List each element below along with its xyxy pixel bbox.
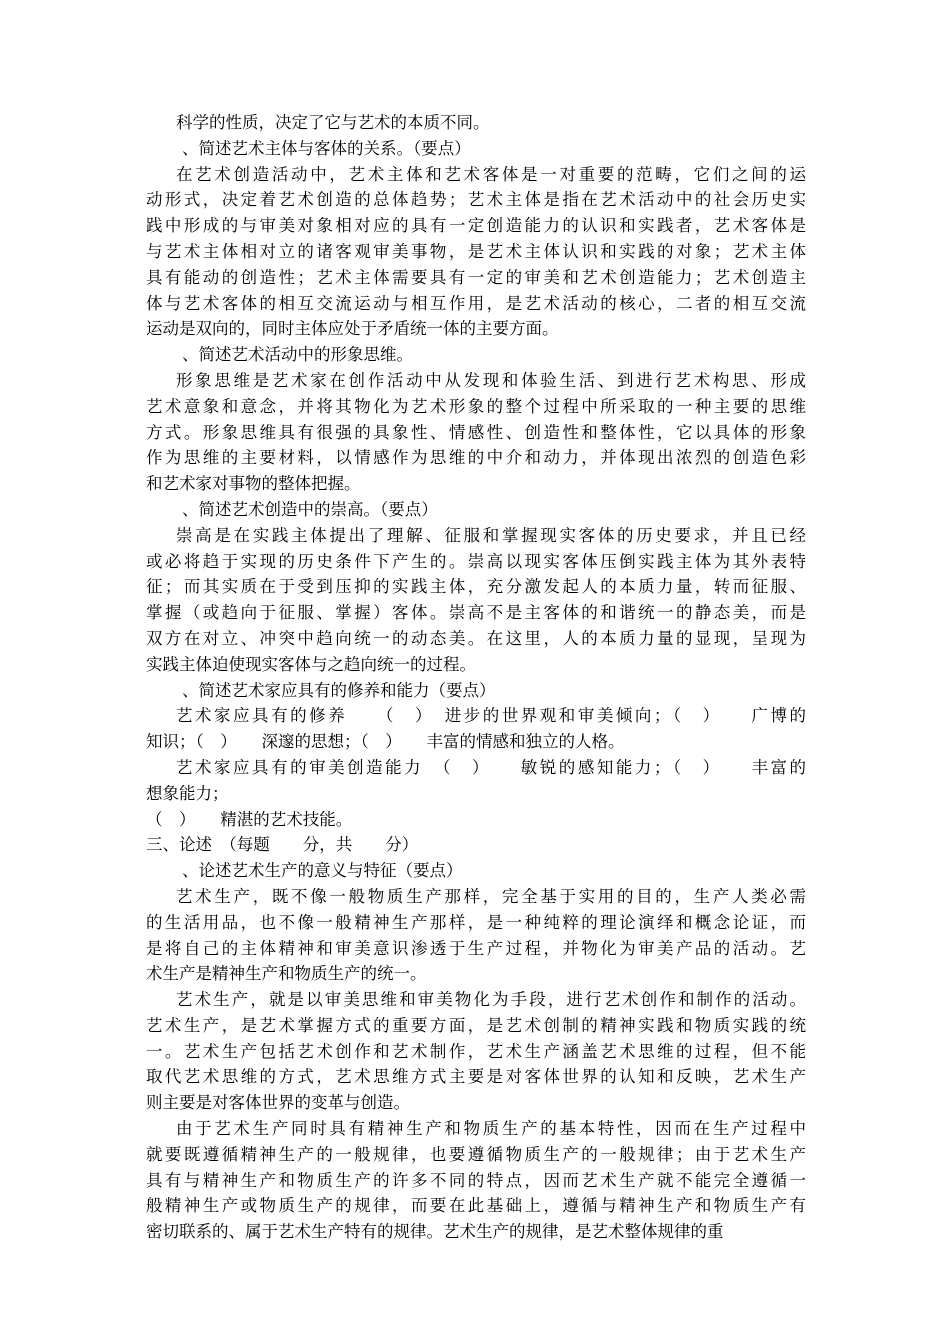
section-heading [146,342,806,368]
text-line: 和艺术家对事物的整体把握。 [146,474,361,494]
paragraph [146,368,806,497]
text-line: 掌握（或趋向于征服、掌握）客体。崇高不是主客体的和谐统一的静态美，而是 [146,603,806,623]
text-line: 征；而其实质在于受到压抑的实践主体，充分激发起人的本质力量，转而征服、 [146,577,806,597]
paragraph [146,987,806,1116]
text-line: 的生活用品，也不像一般精神生产那样，是一种纯粹的理论演绎和概念论证，而 [146,912,806,932]
text-line: 一。艺术生产包括艺术创作和艺术制作，艺术生产涵盖艺术思维的过程，但不能 [146,1041,806,1061]
text-line: 艺术家应具有的修养 （ ） 进步的世界观和审美倾向；（ ） 广博的 [176,706,806,726]
text-line: 则主要是对客体世界的变革与创造。 [146,1093,410,1113]
text-line: 就要既遵循精神生产的一般规律，也要遵循物质生产的一般规律；由于艺术生产 [146,1144,806,1164]
section-heading [146,858,806,884]
text-line: 践中形成的与审美对象相对应的具有一定创造能力的认识和实践者，艺术客体是 [146,216,806,236]
text-line: 科学的性质，决定了它与艺术的本质不同。 [176,113,490,132]
text-line: 艺术生产，就是以审美思维和审美物化为手段，进行艺术创作和制作的活动。 [176,990,806,1010]
text-line: 三、论述 （每题 分，共 分） [146,835,419,855]
section-heading [146,136,806,162]
text-line: 具有能动的创造性；艺术主体需要具有一定的审美和艺术创造能力；艺术创造主 [146,267,806,287]
section-heading [146,678,806,704]
paragraph [146,703,806,755]
paragraph [146,1116,806,1245]
text-line: 艺术家应具有的审美创造能力 （ ） 敏锐的感知能力；（ ） 丰富的 [176,757,806,777]
text-line: （ ） 精湛的艺术技能。 [146,809,353,829]
text-line: 运动是双向的，同时主体应处于矛盾统一体的主要方面。 [146,319,559,339]
text-line: 密切联系的、属于艺术生产特有的规律。艺术生产的规律，是艺术整体规律的重 [146,1222,724,1242]
text-line: 术生产是精神生产和物质生产的统一。 [146,964,427,984]
text-line: 动形式，决定着艺术创造的总体趋势；艺术主体是指在艺术活动中的社会历史实 [146,190,806,210]
text-line: 、简述艺术主体与客体的关系。（要点） [182,138,471,158]
section-heading [146,497,806,523]
paragraph [146,110,806,136]
text-line: 想象能力； [146,783,229,803]
text-line: 与艺术主体相对立的诸客观审美事物，是艺术主体认识和实践的对象；艺术主体 [146,241,806,261]
document-body [146,110,806,1245]
text-line: 形象思维是艺术家在创作活动中从发现和体验生活、到进行艺术构思、形成 [176,370,806,390]
text-line: 、论述艺术生产的意义与特征（要点） [182,861,463,881]
paragraph [146,523,806,678]
text-line: 方式。形象思维具有很强的具象性、情感性、创造性和整体性，它以具体的形象 [146,422,806,442]
text-line: 双方在对立、冲突中趋向统一的动态美。在这里，人的本质力量的显现，呈现为 [146,628,806,648]
text-line: 、简述艺术活动中的形象思维。 [182,345,413,365]
text-line: 艺术生产，既不像一般物质生产那样，完全基于实用的目的，生产人类必需 [176,886,806,906]
text-line: 取代艺术思维的方式，艺术思维方式主要是对客体世界的认知和反映，艺术生产 [146,1067,806,1087]
text-line: 由于艺术生产同时具有精神生产和物质生产的基本特性，因而在生产过程中 [176,1119,806,1139]
text-line: 、简述艺术家应具有的修养和能力（要点） [182,680,496,700]
text-line: 艺术意象和意念，并将其物化为艺术形象的整个过程中所采取的一种主要的思维 [146,396,806,416]
text-line: 或必将趋于实现的历史条件下产生的。崇高以现实客体压倒实践主体为其外表特 [146,551,806,571]
text-line: 作为思维的主要材料，以情感作为思维的中介和动力，并体现出浓烈的创造色彩 [146,448,806,468]
paragraph [146,162,806,343]
text-line: 崇高是在实践主体提出了理解、征服和掌握现实客体的历史要求，并且已经 [176,525,806,545]
text-line: 知识；（ ） 深邃的思想；（ ） 丰富的情感和独立的人格。 [146,732,625,752]
text-line: 体与艺术客体的相互交流运动与相互作用，是艺术活动的核心，二者的相互交流 [146,293,806,313]
paragraph [146,884,806,987]
text-line-block [146,832,806,858]
text-line: 具有与精神生产和物质生产的许多不同的特点，因而艺术生产就不能完全遵循一 [146,1170,806,1190]
text-line-block [146,807,806,833]
text-line: 般精神生产或物质生产的规律，而要在此基础上，遵循与精神生产和物质生产有 [146,1196,806,1216]
text-line: 、简述艺术创造中的崇高。（要点） [182,499,438,519]
text-line: 艺术生产，是艺术掌握方式的重要方面，是艺术创制的精神实践和物质实践的统 [146,1015,806,1035]
text-line: 实践主体迫使现实客体与之趋向统一的过程。 [146,654,476,674]
text-line: 在艺术创造活动中，艺术主体和艺术客体是一对重要的范畴，它们之间的运 [176,164,806,184]
text-line: 是将自己的主体精神和审美意识渗透于生产过程，并物化为审美产品的活动。艺 [146,938,806,958]
paragraph [146,755,806,807]
